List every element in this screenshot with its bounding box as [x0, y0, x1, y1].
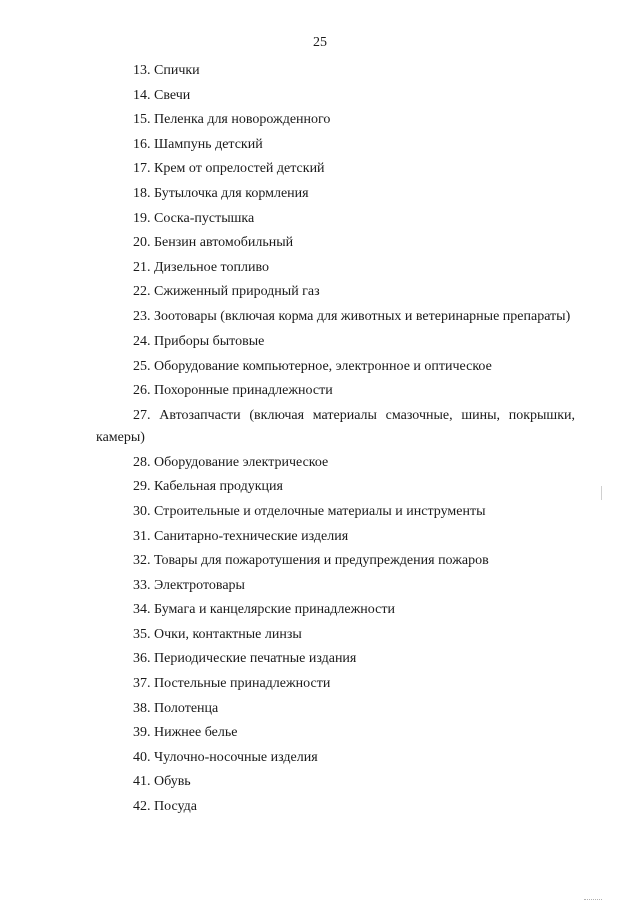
list-item: 23. Зоотовары (включая корма для животных и ветеринарные препараты)	[133, 308, 571, 324]
list-item: 34. Бумага и канцелярские принадлежности	[133, 602, 395, 618]
page-number: 25	[313, 35, 327, 50]
list-item: 37. Постельные принадлежности	[133, 676, 331, 692]
list-item: 28. Оборудование электрическое	[133, 454, 329, 470]
list-item: 24. Приборы бытовые	[133, 333, 265, 349]
list-item: 16. Шампунь детский	[133, 136, 263, 152]
list-item: 19. Соска-пустышка	[133, 210, 255, 226]
list-item: 14. Свечи	[133, 87, 191, 103]
list-item: 29. Кабельная продукция	[133, 479, 283, 495]
list-item: 13. Спички	[133, 63, 200, 78]
list-item: 27. Автозапчасти (включая материалы смазочные, шины, покрышки, камеры)	[96, 407, 575, 445]
list-item: 39. Нижнее белье	[133, 725, 238, 741]
list-item: 38. Полотенца	[133, 700, 219, 716]
scan-artifact	[601, 486, 602, 500]
list-item: 22. Сжиженный природный газ	[133, 284, 320, 300]
list-item: 40. Чулочно-носочные изделия	[133, 749, 318, 765]
list-item: 30. Строительные и отделочные материалы и инструменты	[133, 503, 486, 519]
list-item: 18. Бутылочка для кормления	[133, 185, 309, 201]
list-item: 17. Крем от опрелостей детский	[133, 161, 325, 177]
goods-list	[96, 59, 575, 820]
list-item: 41. Обувь	[133, 774, 191, 790]
list-item: 26. Похоронные принадлежности	[133, 383, 333, 399]
list-item: 42. Посуда	[133, 799, 197, 815]
list-item: 21. Дизельное топливо	[133, 259, 269, 275]
list-item: 25. Оборудование компьютерное, электронное и оптическое	[133, 358, 492, 374]
list-item: 20. Бензин автомобильный	[133, 235, 294, 251]
list-item: 15. Пеленка для новорожденного	[133, 112, 331, 128]
list-item: 35. Очки, контактные линзы	[133, 626, 302, 642]
list-item: 36. Периодические печатные издания	[133, 651, 357, 667]
list-item: 31. Санитарно-технические изделия	[133, 528, 349, 544]
scan-artifact	[584, 899, 602, 901]
list-item: 32. Товары для пожаротушения и предупреждения пожаров	[133, 553, 489, 569]
list-item: 33. Электротовары	[133, 577, 245, 593]
